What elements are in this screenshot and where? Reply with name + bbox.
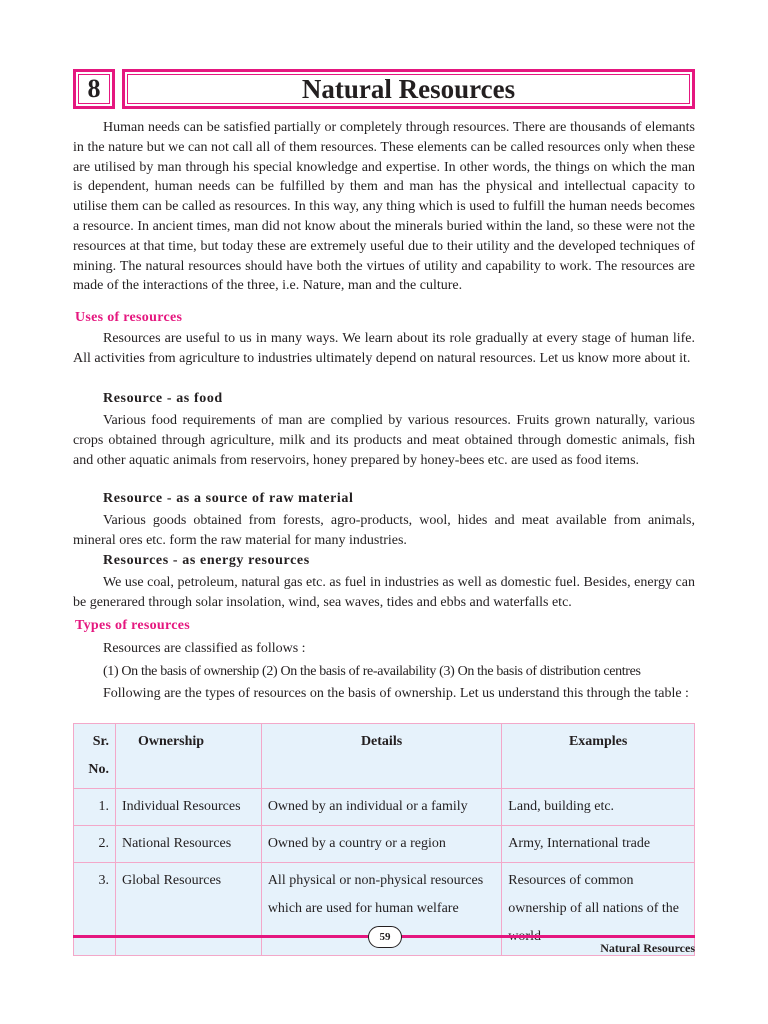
uses-paragraph: Resources are useful to us in many ways. We learn about its role gradually at every stage of human life. All activities from agriculture to industries ultimately depend on natural resources. Let us know more about it. [73,331,695,366]
ownership-table [73,723,695,956]
chapter-title: Natural Resources [122,69,695,109]
table-header-row [74,724,695,789]
table-row [74,826,695,863]
uses-heading: Uses of resources [75,310,183,325]
chapter-number: 8 [73,69,115,109]
cell-details: Owned by a country or a region [261,826,501,863]
page-number: 59 [368,926,402,948]
header-examples: Examples [502,724,695,789]
energy-paragraph: We use coal, petroleum, natural gas etc. as fuel in industries as well as domestic fuel. Besides, energy can be generared through solar insolation, wind, sea waves, tides and ebbs and waterfalls etc. [73,575,695,610]
types-line2: (1) On the basis of ownership (2) On the basis of re-availability (3) On the basis of distribution centres [103,664,641,679]
cell-examples: Land, building etc. [502,789,695,826]
cell-sr: 1. [74,789,116,826]
cell-sr: 3. [74,863,116,956]
food-paragraph: Various food requirements of man are complied by various resources. Fruits grown naturally, various crops obtained through agriculture, milk and its products and meat obtained through domestic animals, fish and other aquatic animals from reservoirs, honey prepared by honey-bees etc. are used as food items. [73,413,695,468]
energy-heading: Resources - as energy resources [103,553,310,568]
types-line3: Following are the types of resources on the basis of ownership. Let us understand this through the table : [103,686,689,701]
types-heading: Types of resources [75,618,191,633]
raw-paragraph: Various goods obtained from forests, agro-products, wool, hides and meat available from animals, mineral ores etc. form the raw material for many industries. [73,513,695,548]
raw-heading: Resource - as a source of raw material [103,491,354,506]
table-row [74,789,695,826]
cell-ownership: Individual Resources [115,789,261,826]
header-details: Details [261,724,501,789]
cell-ownership: National Resources [115,826,261,863]
cell-ownership: Global Resources [115,863,261,956]
footer-title: Natural Resources [600,941,695,955]
cell-sr: 2. [74,826,116,863]
cell-examples: Resources of common ownership of all nations of the [502,863,695,956]
cell-details: All physical or non-physical resources which are used for human welfare [261,863,501,956]
types-line1: Resources are classified as follows : [103,641,306,656]
food-heading: Resource - as food [103,391,223,406]
cell-examples: Army, International trade [502,826,695,863]
header-ownership: Ownership [115,724,261,789]
header-sr-no: Sr. No. [74,724,116,789]
intro-paragraph: Human needs can be satisfied partially or completely through resources. There are thousands of elemants in the nature but we can not call all of them resources. These elements can be called resources only when these are utilised by man through his special knowledge and expertise. In other words, the things on which the man is dependent, human needs can be fulfilled by them and man has the physical and intellectual capacity to utilise them can be called as resources. In this way, any thing which is used to fulfill the human needs becomes a resource. In ancient times, man did not know about the minerals buried within the land, so these were not the resources at that time, but today these are extremely useful due to their utility and the developed techniques of mining. The natural resources should have both the virtues of utility and capability to work. The resources are made of the interactions of the three, i.e. Nature, man and the culture. [73,120,695,294]
cell-details: Owned by an individual or a family [261,789,501,826]
